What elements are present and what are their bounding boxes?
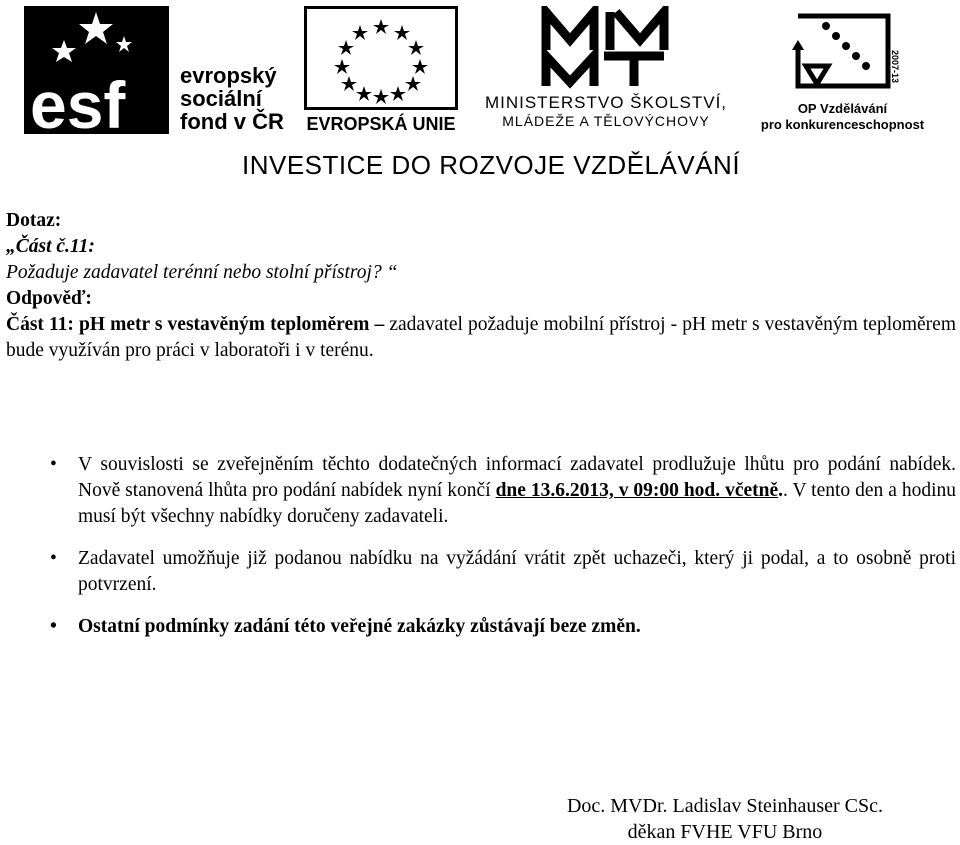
esf-name (180, 64, 284, 133)
signature-block (520, 793, 930, 845)
esf-emblem-icon (24, 6, 169, 134)
msmt-line-1: MINISTERSTVO ŠKOLSTVÍ, (484, 93, 728, 112)
svg-text:esf: esf (30, 68, 126, 134)
list-item (50, 546, 956, 598)
logo-header (0, 0, 960, 190)
bullet-icon: • (50, 616, 57, 637)
bullet-1-start: V souvislosti se zveřejněním těchto dodatečných informací zadavatel prodlužuje lhůtu pro podání nabídek. Nově stanovená lhůta pro podání nabídek nyní končí (78, 454, 956, 501)
op-line-2: pro konkurenceschopnost (760, 117, 925, 132)
question-label: Dotaz: (6, 210, 62, 231)
msmt-line-2: MLÁDEŽE A TĚLOVÝCHOVY (502, 113, 710, 129)
answer-part-title: Část 11: pH metr s vestavěným teploměrem – (6, 314, 385, 335)
question-text: Požaduje zadavatel terénní nebo stolní přístroj? “ (6, 262, 398, 283)
op-emblem-icon (788, 6, 898, 96)
msmt-logo (470, 6, 742, 134)
signer-title: děkan FVHE VFU Brno (627, 821, 823, 843)
bullet-3-text: Ostatní podmínky zadání této veřejné zakázky zůstávají beze změn. (78, 616, 641, 637)
invest-slogan: INVESTICE DO ROZVOJE VZDĚLÁVÁNÍ (242, 150, 741, 180)
op-name (750, 101, 935, 133)
bullet-2-text: Zadavatel umožňuje již podanou nabídku na vyžádání vrátit zpět uchazeči, který ji podal, a to osobně proti potvrzení. (78, 548, 956, 595)
bullet-icon: • (50, 548, 57, 569)
eu-flag-icon (304, 6, 458, 110)
answer-label: Odpověď: (6, 288, 92, 309)
op-line-1: OP Vzdělávání (797, 101, 888, 116)
eu-logo (300, 6, 462, 134)
answer-text: zadavatel požaduje mobilní přístroj - pH metr s vestavěným teploměrem bude využíván pro práci v laboratoři i v terénu. (6, 314, 957, 361)
esf-logo (24, 6, 304, 134)
esf-mark (24, 6, 169, 134)
op-logo (750, 6, 935, 136)
question-part: „Část č.11: (6, 236, 95, 257)
answer-paragraph (6, 312, 956, 364)
signer-name: Doc. MVDr. Ladislav Steinhauser CSc. (566, 795, 884, 817)
esf-line-2: sociální (180, 86, 262, 111)
bullet-1-end: . V tento den a hodinu musí být všechny nabídky doručeny zadavateli. (78, 480, 956, 527)
list-item: • V souvislosti se zveřejněním těchto dodatečných informací zadavatel prodlužuje lhůtu pro podání nabídek. Nově stanovená lhůta pro podání nabídek nyní končí dne 13.6.2013, v 09:00 hod. včetně.. V tento den a hodinu musí být všechny nabídky doručeny zadavateli. (50, 454, 956, 527)
esf-line-3: fond v ČR (180, 109, 284, 134)
esf-line-1: evropský (180, 63, 277, 88)
deadline-text: dne 13.6.2013, v 09:00 hod. včetně (495, 480, 779, 501)
list-item (50, 614, 956, 640)
bullet-icon: • (50, 454, 57, 475)
question-answer-section (6, 208, 956, 364)
op-years: 2007-13 (890, 50, 900, 84)
msmt-emblem-icon (540, 6, 670, 90)
bullet-list (50, 452, 956, 656)
eu-name: EVROPSKÁ UNIE (306, 114, 456, 134)
msmt-name (470, 94, 742, 130)
